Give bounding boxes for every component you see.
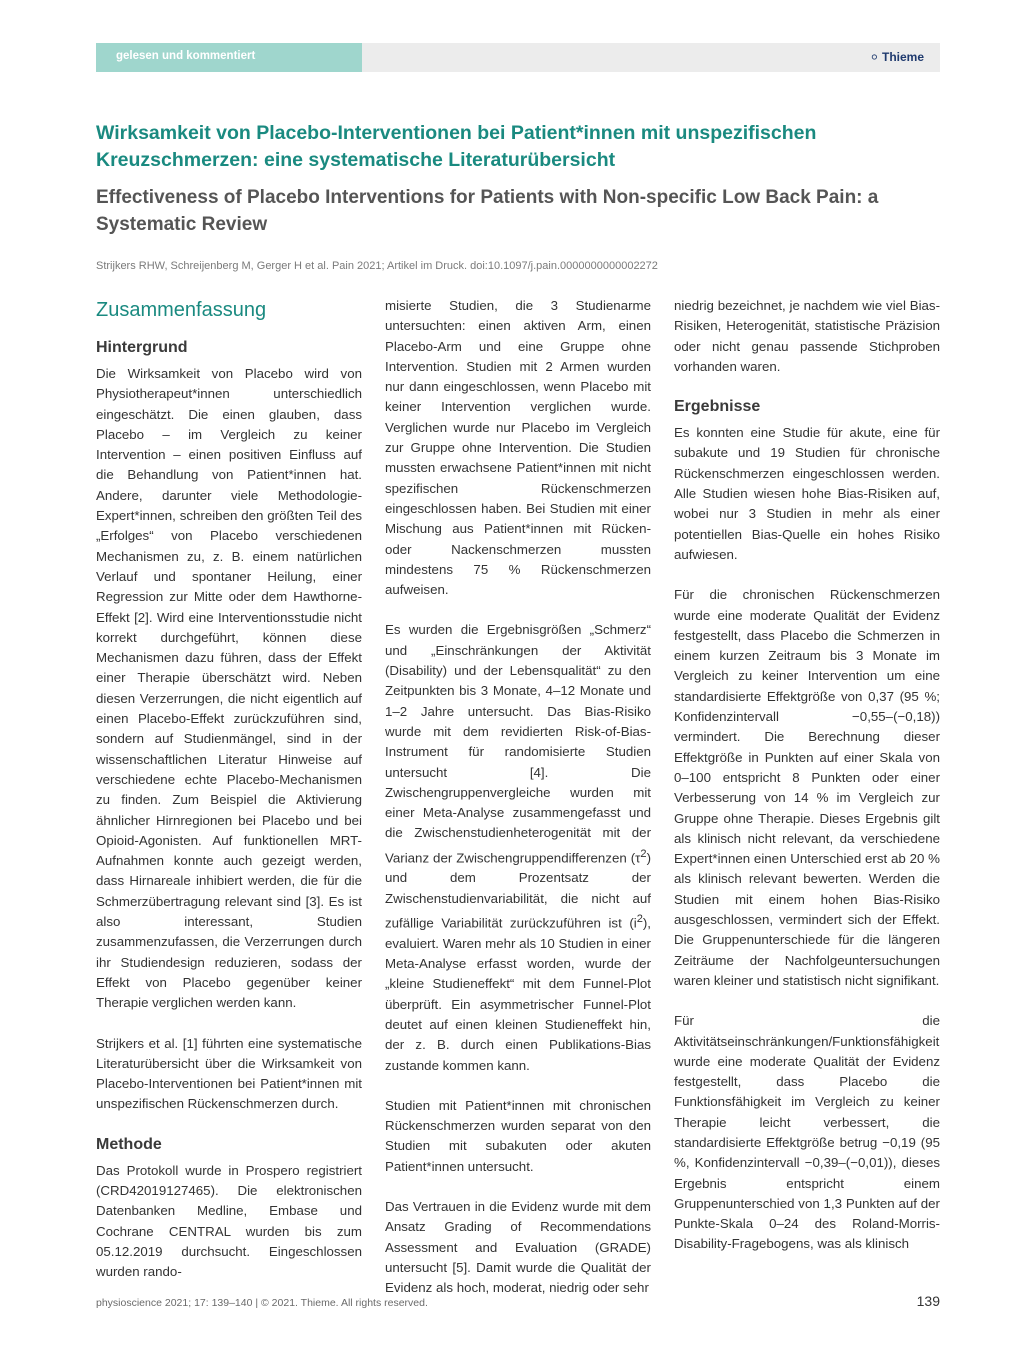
superscript: 2 xyxy=(640,847,647,860)
subheading-background: Hintergrund xyxy=(96,339,188,356)
section-heading-summary: Zusammenfassung xyxy=(96,299,267,321)
paragraph-grade: Das Vertrauen in die Evidenz wurde mit dem Ansatz Grading of Recommendations Assessment and Evaluation (GRADE) untersucht [5]. Damit wurde die Qualität der Evidenz als hoch, moderat, niedrig oder sehr xyxy=(385,1199,651,1296)
publisher-name: Thieme xyxy=(881,50,924,64)
paragraph-background: Die Wirksamkeit von Placebo wird von Physiotherapeut*innen unterschiedlich eingeschätzt. Die einen glauben, dass Placebo – im Vergleich zu keiner Intervention – einen positiven Einfluss auf die Behandlung von Patient*innen hat. Andere, darunter viele Methodologie-Expert*innen, schreiben den größten Teil des „Erfolges“ von Placebo verschiedenen Mechanismen zu, z. B. einem natürlichen Verlauf und spontaner Heilung, einer Regression zur Mitte oder dem Hawthorne-Effekt [2]. Wird eine Interventionsstudie nicht korrekt durchgeführt, können diese Mechanismen dazu führen, dass der Effekt einer Therapie überschätzt wird. Neben diesen Verzerrungen, die nicht eigentlich auf einen Placebo-Effekt zurückzuführen sind, sondern auf Studienmängel, sind in der wissenschaftlichen Literatur Hinweise auf verschiedene echte Placebo-Mechanismen zu finden. Zum Beispiel die Aktivierung ähnlicher Hirnregionen bei Placebo und bei Opioid-Agonisten. Auf funktionellen MRT-Aufnahmen konnte auch gezeigt werden, dass Hirnareale inhibiert werden, die für die Schmerzübertragung relevant sind [3]. Es ist also interessant, Studien zusammenzufassen, die Verzerrungen durch ihr Studiendesign reduzieren, sodass der Effekt von Placebo gegenüber keiner Therapie verglichen werden kann. xyxy=(96,366,362,1011)
publisher-logo xyxy=(870,43,924,72)
paragraph-inclusion: misierte Studien, die 3 Studienarme untersuchten: einen aktiven Arm, einen Placebo-Arm und eine Gruppe ohne Intervention. Studien mit 2 Armen wurden nur dann eingeschlossen, wenn Placebo mit keiner Intervention verglichen wurde. Verglichen wurde nur Placebo im Vergleich zur Gruppe ohne Intervention. Die Studien mussten erwachsene Patient*innen mit nicht spezifischen Rückenschmerzen eingeschlossen haben. Bei Studien mit einer Mischung aus Patient*innen mit Rücken- oder Nackenschmerzen mussten mindestens 75 % Rückenschmerzen aufweisen. xyxy=(385,298,651,598)
subheading-method: Methode xyxy=(96,1135,162,1153)
title-english: Effectiveness of Placebo Interventions for Patients with Non-specific Low Back Pain: a Systematic Review xyxy=(96,187,879,235)
header-bar xyxy=(96,43,940,72)
paragraph-grade-continued: niedrig bezeichnet, je nachdem wie viel Bias-Risiken, Heterogenität, statistische Präzision oder nicht genau passende Stichproben vorhanden waren. xyxy=(674,298,940,374)
paragraph-method: Das Protokoll wurde in Prospero registriert (CRD42019127465). Die elektronischen Datenbanken Medline, Embase und Cochrane CENTRAL wurden bis zum 05.12.2019 durchsucht. Eingeschlossen wurden rando- xyxy=(96,1162,362,1280)
section-tag: gelesen und kommentiert xyxy=(96,43,362,72)
footer-journal: physioscience 2021; 17: 139–140 | © 2021. Thieme. All rights reserved. xyxy=(96,1297,428,1309)
page-number: 139 xyxy=(916,1293,940,1309)
paragraph-pain-results: Für die chronischen Rückenschmerzen wurde eine moderate Qualität der Evidenz festgestellt, dass Placebo die Schmerzen in einem kurzen Zeitraum bis 3 Monate im Vergleich zu keiner Intervention um eine standardisierte Effektgröße von 0,37 (95 %; Konfidenzintervall −0,55–(−0,18)) vermindert. Die Berechnung dieser Effektgröße in Punkten auf einer Skala von 0–100 entspricht 8 Punkten oder einer Verbesserung von 14 % im Vergleich zur Gruppe ohne Therapie. Dieses Ergebnis gilt als klinisch nicht relevant, da verschiedene Expert*innen einen Unterschied erst ab 20 % als klinisch relevant bewerten. Werden die Studien mit einem hohen Bias-Risiko ausgeschlossen, vermindert sich der Effekt. Die Gruppenunterschiede für die längeren Zeiträume der Nachfolgeuntersuchungen waren kleiner und statistisch nicht signifikant. xyxy=(674,587,940,988)
column-2 xyxy=(385,296,651,1299)
citation: Strijkers RHW, Schreijenberg M, Gerger H et al. Pain 2021; Artikel im Druck. doi:10.1097/j.pain.0000000000002272 xyxy=(96,260,658,272)
thieme-logo-icon: ⚪ xyxy=(869,52,879,64)
superscript: 2 xyxy=(636,913,643,926)
paragraph-results: Es konnten eine Studie für akute, eine für subakute und 19 Studien für chronische Rückenschmerzen eingeschlossen werden. Alle Studien wiesen hohe Bias-Risiken auf, wobei nur 3 Studien in mehr als einer potentiellen Bias-Quelle ein hohes Risiko aufwiesen. xyxy=(674,425,940,562)
paragraph-function-results: Für die Aktivitätseinschränkungen/Funktionsfähigkeit wurde eine moderate Qualität der Evidenz festgestellt, dass Placebo die Funktionsfähigkeit im Vergleich zu keiner Therapie leicht verbessert, die standardisierte Effektgröße betrug −0,19 (95 %, Konfidenzintervall −0,39–(−0,01)), dieses Ergebnis entspricht einem Gruppenunterschied von 1,3 Punkten auf der Punkte-Skala 0–24 des Roland-Morris-Disability-Fragebogens, was als klinisch xyxy=(674,1013,940,1252)
title-german: Wirksamkeit von Placebo-Interventionen bei Patient*innen mit unspezifischen Kreuzschmerzen: eine systematische Literaturübersicht xyxy=(96,122,817,171)
column-3 xyxy=(674,296,940,1255)
subheading-results: Ergebnisse xyxy=(674,398,761,416)
paragraph-subgroups: Studien mit Patient*innen mit chronischen Rückenschmerzen wurden separat von den Studien mit subakuten oder akuten Patient*innen untersucht. xyxy=(385,1097,651,1174)
outcomes-text-b: ) und dem Prozentsatz der Zwischenstudienvariabilität, die nicht auf zufällige Variabilität zurückzuführen ist (i xyxy=(385,850,651,931)
paragraph-outcomes xyxy=(385,620,651,1075)
column-1 xyxy=(96,296,362,1282)
outcomes-text-c: ), evaluiert. Waren mehr als 10 Studien in einer Meta-Analyse erfasst worden, wurde der „kleine Studieneffekt“ mit dem Funnel-Plot überprüft. Ein asymmetrischer Funnel-Plot deutet auf einen kleinen Studieneffekt hin, der z. B. durch einen Publikations-Bias zustande kommen kann. xyxy=(385,915,651,1073)
paragraph-study-intro: Strijkers et al. [1] führten eine systematische Literaturübersicht über die Wirksamkeit von Placebo-Interventionen bei Patient*innen mit unspezifischen Rückenschmerzen durch. xyxy=(96,1035,362,1112)
outcomes-text-a: Es wurden die Ergebnisgrößen „Schmerz“ und „Einschränkungen der Aktivität (Disability) und der Lebensqualität“ zu den Zeitpunkten bis 3 Monate, 4–12 Monate und 1–2 Jahre untersucht. Das Bias-Risiko wurde mit dem revidierten Risk-of-Bias-Instrument für randomisierte Studien untersucht [4]. Die Zwischengruppenvergleiche wurden mit einer Meta-Analyse zusammengefasst und die Zwischenstudienheterogenität mit der Varianz der Zwischengruppendifferenzen (τ xyxy=(385,622,651,866)
